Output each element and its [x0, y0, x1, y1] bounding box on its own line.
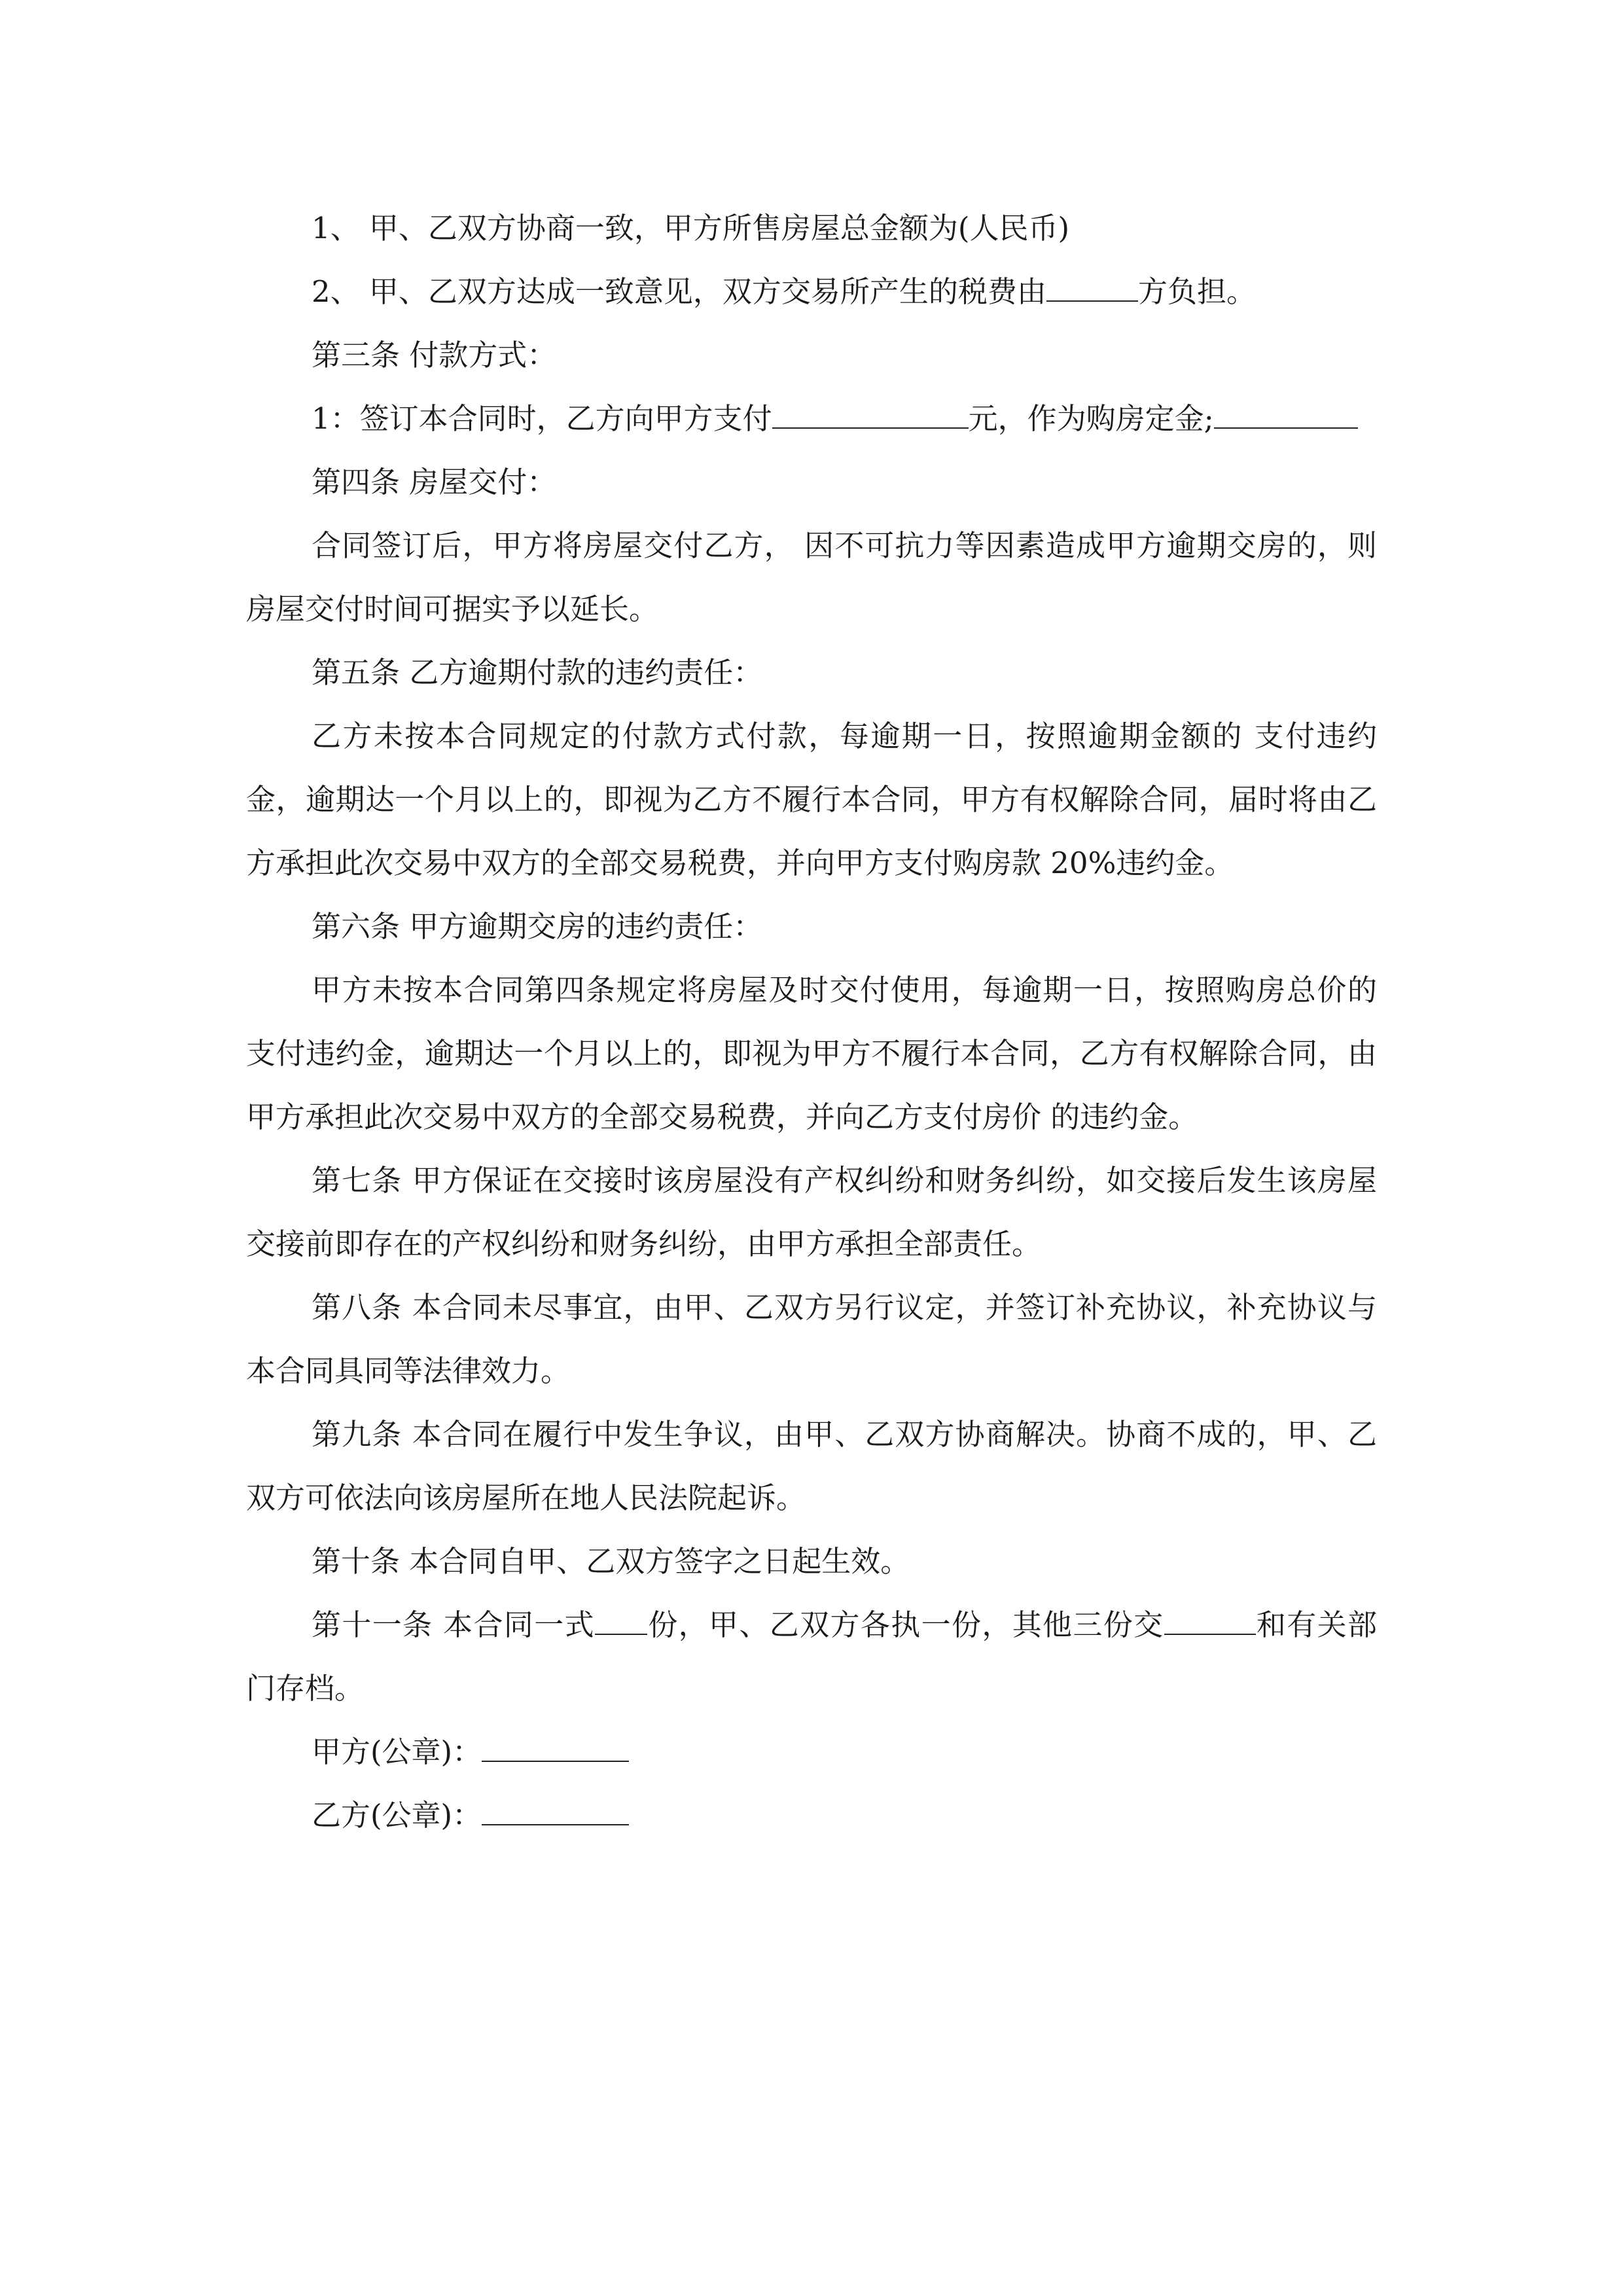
article-7-text: 第七条 甲方保证在交接时该房屋没有产权纠纷和财务纠纷，如交接后发生该房屋交接前即存在的产权纠纷和财务纠纷，由甲方承担全部责任。 [246, 1163, 1377, 1261]
article-6-title [246, 895, 1377, 958]
article-9 [246, 1403, 1377, 1530]
article-3-item-1-text-before: 1：签订本合同时，乙方向甲方支付 [312, 401, 772, 436]
article-11-text-after: 和有关部门存档。 [246, 1607, 1377, 1706]
party-b-signature-line [482, 1798, 629, 1825]
article-5-body [246, 704, 1377, 895]
article-4-body [246, 514, 1377, 641]
article-8-text: 第八条 本合同未尽事宜，由甲、乙双方另行议定，并签订补充协议，补充协议与本合同具同等法律效力。 [246, 1290, 1377, 1388]
article-5-title [246, 641, 1377, 704]
article-3-item-1-text-middle: 元，作为购房定金; [968, 401, 1214, 436]
party-b-signature [246, 1784, 1377, 1847]
article-4-title [246, 450, 1377, 514]
clause-1 [246, 196, 1377, 260]
article-6-body-text: 甲方未按本合同第四条规定将房屋及时交付使用，每逾期一日，按照购房总价的 支付违约金，逾期达一个月以上的，即视为甲方不履行本合同，乙方有权解除合同，由甲方承担此次交易中双方的全部交易税费，并向乙方支付房价 的违约金。 [246, 973, 1377, 1134]
article-3-title-text: 第三条 付款方式： [312, 338, 557, 372]
article-11-text-middle: 份，甲、乙双方各执一份，其他三份交 [647, 1607, 1164, 1642]
contract-body [246, 196, 1377, 1847]
deposit-extra-blank [1214, 401, 1358, 429]
tax-party-blank [1046, 274, 1138, 302]
article-9-text: 第九条 本合同在履行中发生争议，由甲、乙双方协商解决。协商不成的，甲、乙双方可依法向该房屋所在地人民法院起诉。 [246, 1417, 1377, 1515]
article-10 [246, 1530, 1377, 1593]
article-3-title [246, 323, 1377, 387]
party-a-signature-line [482, 1734, 629, 1762]
clause-1-text: 1、 甲、乙双方协商一致，甲方所售房屋总金额为(人民币) [312, 211, 1070, 245]
article-5-title-text: 第五条 乙方逾期付款的违约责任： [312, 655, 763, 690]
clause-2-text-before: 2、 甲、乙双方达成一致意见，双方交易所产生的税费由 [312, 274, 1046, 309]
party-a-label: 甲方(公章)： [312, 1734, 482, 1769]
article-8 [246, 1276, 1377, 1403]
article-6-title-text: 第六条 甲方逾期交房的违约责任： [312, 909, 763, 944]
clause-2 [246, 260, 1377, 323]
article-10-text: 第十条 本合同自甲、乙双方签字之日起生效。 [312, 1544, 910, 1579]
article-6-body [246, 958, 1377, 1149]
deposit-amount-blank [772, 401, 969, 429]
article-11 [246, 1593, 1377, 1720]
copies-count-blank [595, 1607, 647, 1635]
article-5-body-text: 乙方未按本合同规定的付款方式付款，每逾期一日，按照逾期金额的 支付违约金，逾期达一个月以上的，即视为乙方不履行本合同，甲方有权解除合同，届时将由乙方承担此次交易中双方的全部交易税费，并向甲方支付购房款 20%违约金。 [246, 719, 1377, 880]
article-4-title-text: 第四条 房屋交付： [312, 465, 557, 499]
article-3-item-1 [246, 387, 1377, 450]
article-11-text-before: 第十一条 本合同一式 [312, 1607, 595, 1642]
party-a-signature [246, 1720, 1377, 1784]
party-b-label: 乙方(公章)： [312, 1798, 482, 1833]
article-4-body-text: 合同签订后，甲方将房屋交付乙方， 因不可抗力等因素造成甲方逾期交房的，则房屋交付时间可据实予以延长。 [246, 528, 1377, 626]
archive-recipient-blank [1164, 1607, 1256, 1635]
article-7 [246, 1149, 1377, 1276]
clause-2-text-after: 方负担。 [1137, 274, 1256, 309]
